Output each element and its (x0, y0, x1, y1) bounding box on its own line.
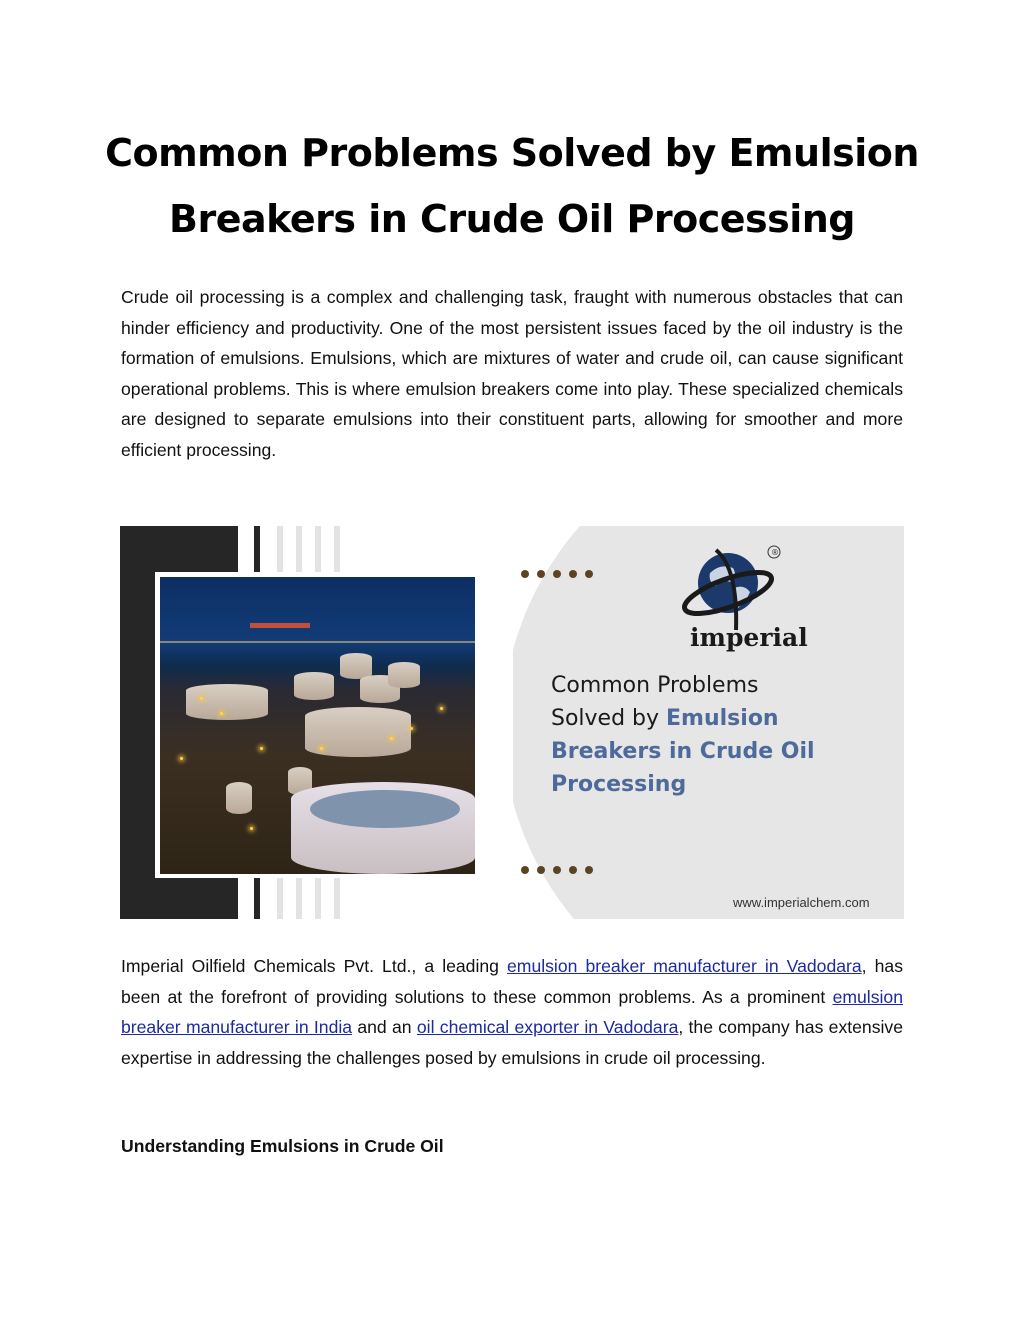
website-url: www.imperialchem.com (733, 895, 870, 910)
company-paragraph (121, 951, 903, 1073)
paragraph-text: , has been at the forefront of providing solutions to these common problems. As a prominent (121, 956, 903, 1007)
link-oil-chemical-exporter[interactable]: oil chemical exporter in Vadodara (416, 1017, 679, 1037)
link-emulsion-breaker-india[interactable]: emulsion breaker manufacturer in India (121, 986, 903, 1037)
banner-image (120, 526, 904, 919)
banner-title-highlight: Processing (551, 772, 687, 797)
banner-title-highlight: Breakers in Crude Oil (551, 739, 815, 764)
banner-title (551, 669, 815, 801)
title-line-2: Breakers in Crude Oil Processing (168, 197, 856, 241)
paragraph-text: , the company has extensive expertise in addressing the challenges posed by emulsions in crude oil processing. (121, 1017, 903, 1068)
banner-title-highlight: Emulsion (666, 706, 779, 731)
banner-title-line: Solved by (551, 706, 667, 731)
banner-text-panel (513, 526, 904, 919)
link-emulsion-breaker-vadodara[interactable]: emulsion breaker manufacturer in Vadodara (507, 956, 862, 976)
refinery-photo (160, 577, 475, 874)
paragraph-text: and an (352, 1017, 417, 1037)
logo-wordmark: imperial (690, 623, 808, 652)
intro-paragraph: Crude oil processing is a complex and challenging task, fraught with numerous obstacles that can hinder efficiency and productivity. One of the most persistent issues faced by the oil industry is the formation of emulsions. Emulsions, which are mixtures of water and crude oil, can cause significant operational problems. This is where emulsion breakers come into play. These specialized chemicals are designed to separate emulsions into their constituent parts, allowing for smoother and more efficient processing. (121, 287, 903, 460)
paragraph-text: Imperial Oilfield Chemicals Pvt. Ltd., a leading (121, 956, 507, 976)
banner-title-line: Common Problems (551, 673, 759, 698)
dots-decoration (521, 866, 593, 874)
title-line-1: Common Problems Solved by Emulsion (105, 131, 919, 175)
page-title (80, 120, 944, 252)
section-heading: Understanding Emulsions in Crude Oil (121, 1136, 444, 1156)
dots-decoration (521, 570, 593, 578)
svg-text:®: ® (771, 548, 779, 557)
